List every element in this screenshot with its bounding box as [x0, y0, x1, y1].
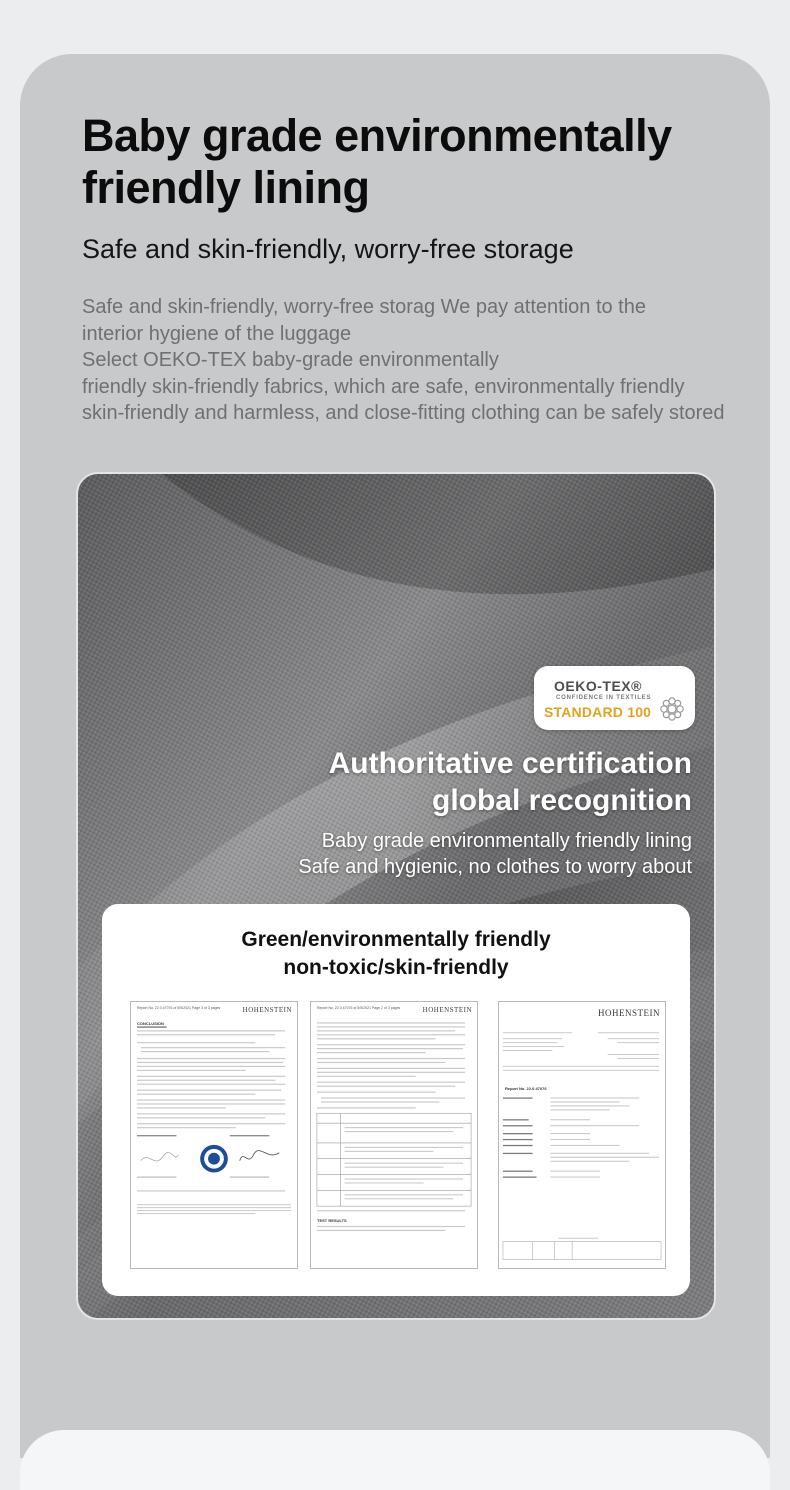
hohenstein-logo: HOHENSTEIN [242, 1006, 292, 1014]
description-line: skin-friendly and harmless, and close-fitting clothing can be safely stored [82, 402, 725, 424]
documents-title: Green/environmentally friendly [241, 928, 551, 951]
description [82, 294, 772, 427]
hohenstein-logo: HOHENSTEIN [422, 1006, 472, 1014]
hohenstein-logo: HOHENSTEIN [598, 1008, 660, 1018]
description-line: Safe and skin-friendly, worry-free storag We pay attention to the [82, 296, 646, 318]
document-text-lines [499, 1002, 665, 1268]
certification-subtext: Baby grade environmentally friendly lining [321, 830, 692, 852]
description-line: Select OEKO-TEX baby-grade environmentally [82, 349, 499, 371]
certification-heading: global recognition [432, 784, 692, 817]
badge-tagline: CONFIDENCE IN TEXTILES [556, 695, 652, 701]
badge-name: OEKO-TEX® [554, 678, 642, 694]
badge-standard: STANDARD 100 [544, 704, 652, 720]
document-header: Report No. 22.0.47076 of 5/5/2021 Page 3 of 3 pages [137, 1006, 221, 1010]
page-title: Baby grade environmentally friendly lining [82, 110, 672, 213]
document-section-title: CONCLUSION [137, 1021, 164, 1026]
certificate-documents-card [102, 904, 690, 1296]
document-text-lines [311, 1002, 477, 1268]
fabric-photo-card [76, 472, 716, 1320]
certificate-page [498, 1001, 666, 1269]
description-line: friendly skin-friendly fabrics, which are safe, environmentally friendly [82, 375, 685, 398]
document-text-lines [131, 1002, 297, 1268]
oeko-flower-icon [657, 694, 687, 724]
description-line: interior hygiene of the luggage [82, 322, 352, 345]
certificate-page [310, 1001, 478, 1269]
next-section-card [20, 1430, 770, 1490]
document-section-title: Report No. 22.0.47076 [505, 1086, 547, 1091]
oeko-tex-badge [534, 666, 695, 730]
certificate-page [130, 1001, 298, 1269]
documents-title: non-toxic/skin-friendly [283, 956, 509, 979]
certification-heading: Authoritative certification [328, 747, 692, 780]
page-subtitle: Safe and skin-friendly, worry-free storage [82, 234, 574, 264]
document-header: Report No. 22.0.47076 of 5/5/2021 Page 2 of 3 pages [317, 1006, 401, 1010]
certification-subtext: Safe and hygienic, no clothes to worry about [298, 856, 692, 878]
document-section-title: TEST RESULTS [317, 1218, 347, 1223]
